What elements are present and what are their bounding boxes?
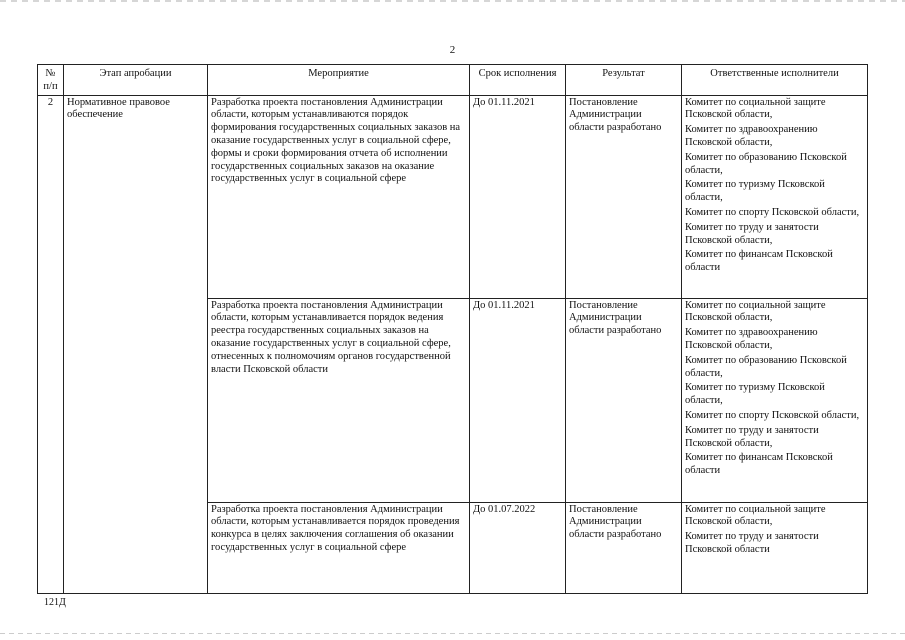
row-number: 2 — [38, 95, 64, 593]
header-result: Результат — [566, 65, 682, 96]
executor: Комитет по социальной защите Псковской области, — [685, 299, 826, 324]
row-deadline: До 01.11.2021 — [470, 298, 566, 502]
executor: Комитет по труду и занятости Псковской области, — [685, 221, 819, 246]
header-deadline: Срок исполнения — [470, 65, 566, 96]
executor: Комитет по спорту Псковской области, — [685, 206, 860, 218]
executor: Комитет по социальной защите Псковской области, — [685, 503, 826, 528]
executor: Комитет по социальной защите Псковской области, — [685, 96, 826, 121]
executor: Комитет по образованию Псковской области, — [685, 354, 847, 379]
executor: Комитет по труду и занятости Псковской области — [685, 531, 819, 555]
header-executors: Ответственные исполнители — [682, 65, 868, 96]
executor: Комитет по здравоохранению Псковской области, — [685, 124, 818, 148]
header-num: № п/п — [38, 65, 64, 96]
executor: Комитет по образованию Псковской области, — [685, 151, 847, 176]
header-event: Мероприятие — [208, 65, 470, 96]
row-stage: Нормативное правовое обеспечение — [64, 95, 208, 593]
scan-edge-bottom — [0, 633, 905, 634]
row-executors — [682, 502, 868, 593]
row-result: Постановление Администрации области разработано — [566, 298, 682, 502]
row-result: Постановление Администрации области разработано — [566, 502, 682, 593]
executor: Комитет по туризму Псковской области, — [685, 179, 825, 204]
executor: Комитет по труду и занятости Псковской области, — [685, 424, 819, 449]
row-event: Разработка проекта постановления Администрации области, которым устанавливаются порядок формирования государственных социальных заказов на оказание государственных услуг в социальной сфере, формы и сроки формирования отчета об исполнении государственных социальных заказов на оказание государственных услуг в социальной сфере — [208, 95, 470, 298]
header-stage: Этап апробации — [64, 65, 208, 96]
row-event: Разработка проекта постановления Администрации области, которым устанавливается порядок ведения реестра государственных социальных заказов на оказание государственных услуг в социальной сфере, отнесенных к полномочиям органов государственной власти Псковской области — [208, 298, 470, 502]
row-executors — [682, 95, 868, 298]
executor: Комитет по спорту Псковской области, — [685, 409, 860, 421]
row-event: Разработка проекта постановления Администрации области, которым устанавливается порядок проведения конкурса в целях заключения соглашения об оказании государственных услуг в социальной сфере — [208, 502, 470, 593]
table-header-row — [38, 65, 868, 96]
approbation-plan-table — [37, 64, 868, 594]
row-executors — [682, 298, 868, 502]
executor: Комитет по здравоохранению Псковской области, — [685, 327, 818, 351]
document-code: 121Д — [44, 597, 66, 608]
executor: Комитет по финансам Псковской области — [685, 249, 833, 274]
row-deadline: До 01.07.2022 — [470, 502, 566, 593]
page-number: 2 — [449, 44, 456, 56]
row-deadline: До 01.11.2021 — [470, 95, 566, 298]
row-result: Постановление Администрации области разработано — [566, 95, 682, 298]
scan-edge-top — [0, 0, 905, 2]
table-row — [38, 95, 868, 298]
executor: Комитет по туризму Псковской области, — [685, 382, 825, 407]
executor: Комитет по финансам Псковской области — [685, 452, 833, 477]
